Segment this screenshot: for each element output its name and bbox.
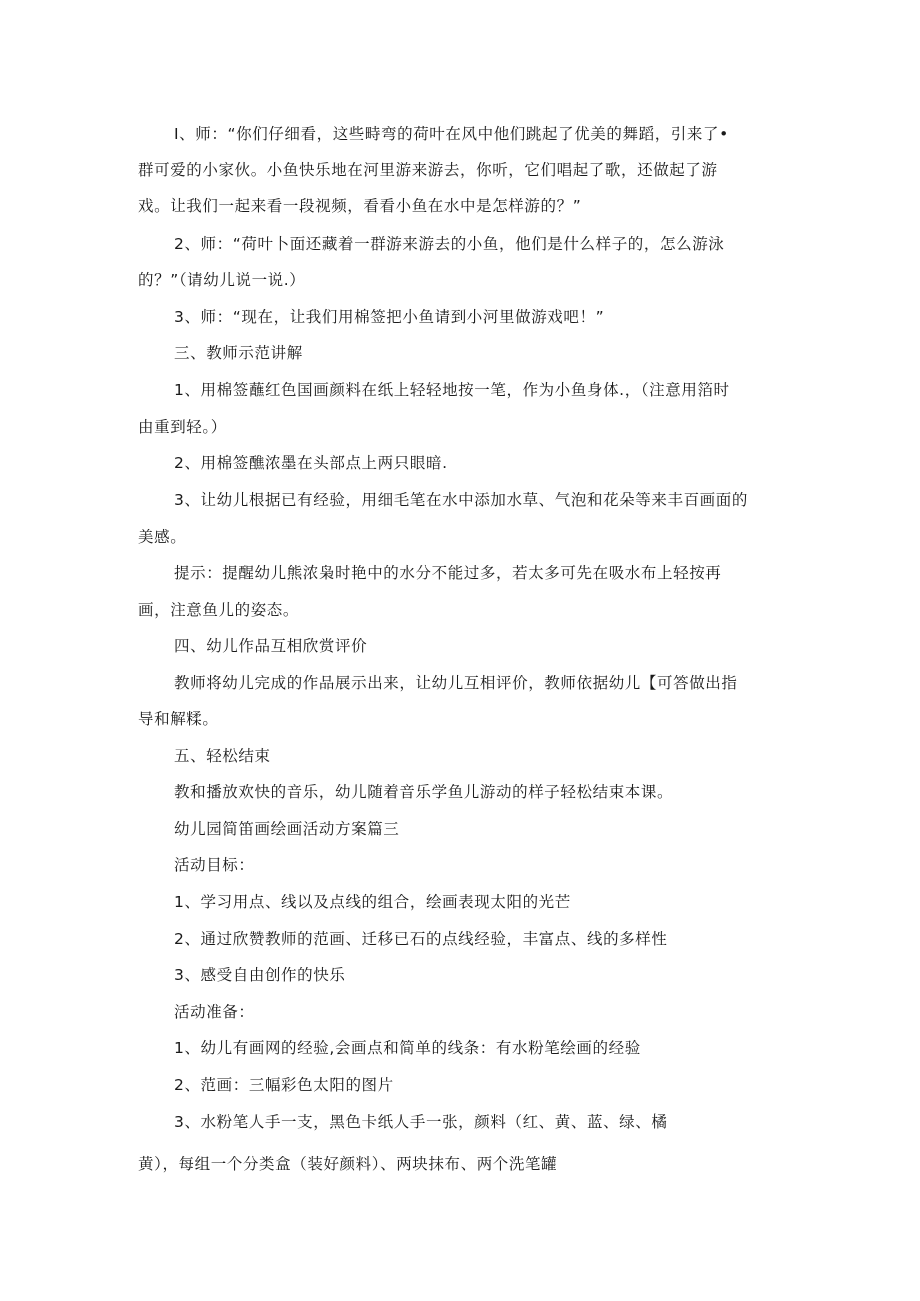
text-line-12: 美感。 (138, 528, 187, 546)
text-line-11: 3、让幼儿根据已有经验，用细毛笔在水中添加水草、气泡和花朵等来丰百画面的 (174, 491, 748, 509)
goal-item-2: 2、通过欣赞教师的范画、迁移已石的点线经验，丰富点、线的多样性 (174, 930, 668, 948)
text-line-4: 2、师：“荷叶卜面还藏着一群游来游去的小鱼，他们是什么样子的，怎么游泳 (174, 235, 725, 253)
text-line-13: 提示：提醒幼儿熊浓枭时艳中的水分不能过多，若太多可先在吸水布上轻按再 (174, 564, 722, 582)
activity-prep-heading: 活动准备： (174, 1003, 255, 1021)
document-subtitle: 幼儿园简笛画绘画活动方案篇三 (174, 820, 400, 838)
text-line-3: 戏。让我们一起来看一段视频，看看小鱼在水中是怎样游的？” (138, 197, 582, 215)
prep-item-3-continued: 黄），每组一个分类盒（装好颜料）、两块抹布、两个洗笔罐 (138, 1155, 558, 1173)
goal-item-3: 3、感受自由创作的快乐 (174, 966, 346, 984)
text-line-2: 群可爱的小家伙。小鱼快乐地在河里游来游去，你听，它们唱起了歌，还做起了游 (138, 161, 718, 179)
prep-item-3: 3、水粉笔人手一支，黑色卡纸人手一张，颜料（红、黄、蓝、绿、橘 (174, 1113, 668, 1131)
text-line-17: 导和解糅。 (138, 710, 219, 728)
text-line-9: 由重到轻。） (138, 418, 227, 436)
activity-goals-heading: 活动目标： (174, 856, 255, 874)
text-line-1: I、师：“你们仔细看，这些畤弯的荷叶在风中他们跳起了优美的舞蹈，引来了• (174, 125, 729, 143)
text-line-6: 3、师：“现在，让我们用棉签把小鱼请到小河里做游戏吧！” (174, 308, 605, 326)
goal-item-1: 1、学习用点、线以及点线的组合，绘画表现太阳的光芒 (174, 893, 571, 911)
text-line-14: 画，注意鱼儿的姿态。 (138, 601, 300, 619)
prep-item-1: 1、幼儿有画网的经验,会画点和简单的线条：有水粉笔绘画的经验 (174, 1039, 641, 1057)
prep-item-2: 2、范画：三幅彩色太阳的图片 (174, 1076, 394, 1094)
text-line-8: 1、用棉签蘸红色国画颜料在纸上轻轻地按一笔，作为小鱼身体.，（注意用箔时 (174, 381, 730, 399)
section-heading-4: 四、幼儿作品互相欣赏评价 (174, 637, 368, 655)
text-line-16: 教师将幼儿完成的作品展示出来，让幼儿互相评价，教师依据幼儿【可答做出指 (174, 674, 738, 692)
text-line-19: 教和播放欢快的音乐，幼儿随着音乐学鱼儿游动的样子轻松结束本课。 (174, 783, 674, 801)
text-line-10: 2、用棉签醮浓墨在头部点上两只眼暗. (174, 454, 448, 472)
section-heading-5: 五、轻松结束 (174, 747, 271, 765)
text-line-5: 的？”（请幼儿说一说.） (138, 271, 306, 289)
section-heading-3: 三、教师示范讲解 (174, 344, 303, 362)
